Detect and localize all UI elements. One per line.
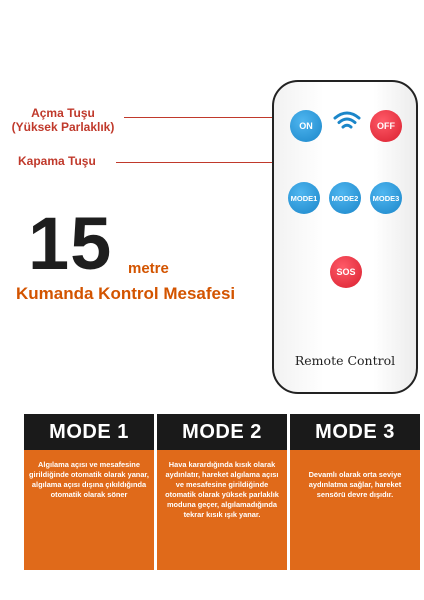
mode2-button[interactable] — [329, 182, 361, 214]
mode2-title: MODE 2 — [157, 414, 287, 450]
distance-value: 15 — [28, 202, 113, 285]
wireless-signal-icon — [333, 110, 361, 132]
sos-button[interactable] — [330, 256, 362, 288]
off-button-label: OFF — [377, 121, 395, 131]
on-key-callout — [4, 106, 122, 134]
mode2-panel — [157, 414, 287, 570]
sos-button-label: SOS — [336, 267, 356, 277]
on-button[interactable] — [290, 110, 322, 142]
mode3-title: MODE 3 — [290, 414, 420, 450]
distance-caption: Kumanda Kontrol Mesafesi — [16, 284, 236, 303]
mode3-panel — [290, 414, 420, 570]
mode1-button[interactable] — [288, 182, 320, 214]
mode1-button-label: MODE1 — [290, 193, 318, 203]
mode3-description: Devamlı olarak orta seviye aydınlatma sağlar, hareket sensörü devre dışıdır. — [290, 450, 420, 570]
mode1-panel — [24, 414, 154, 570]
off-button[interactable] — [370, 110, 402, 142]
off-key-callout-title: Kapama Tuşu — [18, 154, 96, 168]
distance-unit: metre — [128, 260, 169, 277]
remote-label: Remote Control — [294, 353, 396, 368]
off-key-callout — [18, 154, 114, 168]
on-key-callout-subtitle: (Yüksek Parlaklık) — [11, 120, 115, 134]
mode2-button-label: MODE2 — [331, 193, 359, 203]
mode1-description: Algılama açısı ve mesafesine girildiğinde otomatik olarak yanar, algılama açısı dışına çıkıldığında otomatik olarak söner — [24, 450, 154, 570]
on-button-label: ON — [299, 121, 313, 131]
on-key-leader-line — [124, 117, 290, 118]
mode2-description: Hava karardığında kısık olarak aydınlatır, hareket algılama açısı ve mesafesine girildiğinde otomatik olarak yüksek parlaklık moduna geçer, algılamadığında tekrar kısık ışık yanar. — [157, 450, 287, 570]
mode3-button-label: MODE3 — [372, 193, 400, 203]
mode3-button[interactable] — [370, 182, 402, 214]
mode1-title: MODE 1 — [24, 414, 154, 450]
on-key-callout-title: Açma Tuşu — [31, 106, 95, 120]
